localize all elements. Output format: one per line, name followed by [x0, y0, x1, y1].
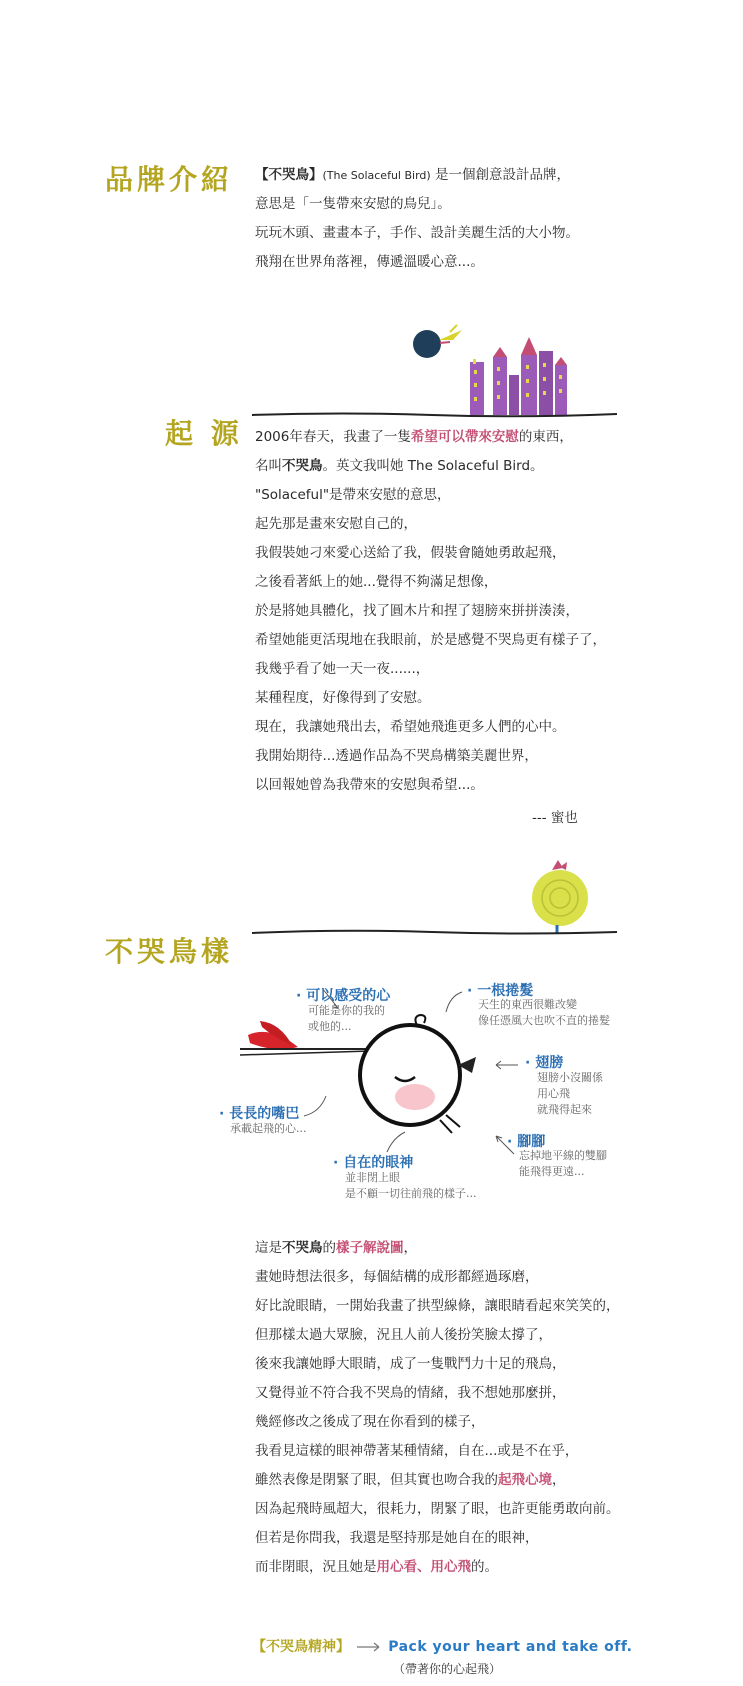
origin-signature: --- 蜜也 — [532, 810, 578, 826]
origin-line-2b: 。英文我叫她 The Solaceful Bird。 — [322, 458, 544, 474]
origin-line-6: 之後看著紙上的她...覺得不夠滿足想像， — [255, 574, 498, 590]
app-line-9a: 雖然表像是閉緊了眼，但其實也吻合我的 — [255, 1472, 498, 1488]
feet-label-title: · 腳腳 — [507, 1134, 546, 1150]
origin-line-13: 以回報她曾為我帶來的安慰與希望...。 — [255, 777, 484, 793]
origin-line-9: 我幾乎看了她一天一夜......， — [255, 661, 430, 677]
app-line-8: 我看見這樣的眼神帶著某種情緒，自在...或是不在乎， — [255, 1443, 579, 1459]
brand-name: 【不哭鳥】 — [255, 167, 323, 183]
origin-bird-name: 不哭鳥 — [282, 458, 323, 474]
spirit-english: Pack your heart and take off. — [388, 1639, 633, 1655]
app-line-3: 好比說眼睛，一開始我畫了拱型線條，讓眼睛看起來笑笑的， — [255, 1298, 620, 1314]
app-highlight-takeoff: 起飛心境 — [498, 1472, 552, 1488]
origin-line-11: 現在，我讓她飛出去，希望她飛進更多人們的心中。 — [255, 719, 566, 735]
app-line-7: 幾經修改之後成了現在你看到的樣子， — [255, 1414, 485, 1430]
app-line-1b: 的 — [322, 1240, 336, 1256]
app-line-1c: ， — [403, 1240, 417, 1256]
wings-label-desc — [537, 1070, 603, 1118]
origin-highlight: 希望可以帶來安慰 — [410, 429, 519, 445]
beak-label-title: · 長長的嘴巴 — [219, 1106, 300, 1122]
curl-arrow-icon — [440, 990, 470, 1020]
origin-line-1b: 的東西， — [518, 429, 573, 445]
app-line-4: 但那樣太過大眾臉，況且人前人後扮笑臉太撐了， — [255, 1327, 552, 1343]
beak-arrow-icon — [302, 1092, 332, 1122]
origin-heading: 起 源 — [165, 417, 243, 450]
origin-line-8: 希望她能更活現地在我眼前，於是感覺不哭鳥更有樣子了， — [255, 632, 606, 648]
heart-label-desc — [308, 1003, 385, 1035]
app-line-11: 但若是你問我，我還是堅持那是她自在的眼神， — [255, 1530, 539, 1546]
feet-label-desc — [519, 1148, 607, 1180]
app-bird-name: 不哭鳥 — [282, 1240, 323, 1256]
origin-line-2a: 名叫 — [255, 458, 282, 474]
appearance-heading: 不哭鳥樣 — [105, 935, 234, 968]
origin-line-7: 於是將她具體化，找了圓木片和捏了翅膀來拼拼湊湊， — [255, 603, 579, 619]
spirit-chinese: （帶著你的心起飛） — [393, 1662, 502, 1676]
eyes-label-desc — [345, 1170, 477, 1202]
heart-label-title: · 可以感受的心 — [296, 988, 391, 1004]
eyes-label-title: · 自在的眼神 — [333, 1155, 414, 1171]
origin-line-1a: 2006年春天，我畫了一隻 — [255, 429, 411, 445]
feet-desc-line-1: 忘掉地平線的雙腳 — [519, 1149, 607, 1162]
app-line-1a: 這是 — [255, 1240, 282, 1256]
wings-desc-line-1: 翅膀小沒關係 — [537, 1071, 603, 1084]
wings-desc-line-3: 就飛得起來 — [537, 1103, 592, 1116]
app-line-6: 又覺得並不符合我不哭鳥的情緒，我不想她那麼拼， — [255, 1385, 566, 1401]
app-line-10: 因為起飛時風超大，很耗力，閉緊了眼，也許更能勇敢向前。 — [255, 1501, 620, 1517]
app-line-12c: 的。 — [471, 1559, 498, 1575]
curl-desc-line-1: 天生的東西很難改變 — [478, 998, 577, 1011]
app-line-5: 後來我讓她睜大眼睛，成了一隻戰鬥力十足的飛鳥， — [255, 1356, 566, 1372]
arrow-icon — [355, 1641, 383, 1653]
origin-line-10: 某種程度，好像得到了安慰。 — [255, 690, 431, 706]
bird-on-line-icon — [530, 858, 600, 938]
feet-desc-line-2: 能飛得更遠... — [519, 1165, 585, 1178]
brand-intro-heading: 品牌介紹 — [105, 163, 234, 196]
brand-intro-line-3: 玩玩木頭、畫畫本子，手作、設計美麗生活的大小物。 — [255, 225, 579, 241]
brand-intro-line-4: 飛翔在世界角落裡，傳遞溫暖心意...。 — [255, 254, 484, 270]
origin-line-5: 我假裝她刁來愛心送給了我，假裝會隨她勇敢起飛， — [255, 545, 566, 561]
curl-label-desc — [478, 997, 610, 1029]
origin-line-3: "Solaceful"是帶來安慰的意思， — [255, 487, 451, 503]
curl-desc-line-2: 像任憑風大也吹不直的捲髮 — [478, 1014, 610, 1027]
heart-desc-line-2: 或他的... — [308, 1020, 352, 1033]
app-line-12a: 而非閉眼，況且她是 — [255, 1559, 377, 1575]
curl-label-title: · 一根捲髮 — [467, 983, 534, 999]
appearance-divider-line — [252, 928, 622, 938]
eyes-desc-line-1: 並非閉上眼 — [345, 1171, 400, 1184]
city-buildings-illustration — [465, 335, 595, 415]
spirit-tagline — [252, 1636, 632, 1656]
wing-arrow-icon — [492, 1059, 522, 1071]
wings-label-title: · 翅膀 — [525, 1055, 564, 1071]
origin-divider-line — [252, 410, 622, 420]
app-line-9c: ， — [552, 1472, 566, 1488]
heart-desc-line-1: 可能是你的我的 — [308, 1004, 385, 1017]
brand-english-name: (The Solaceful Bird) — [322, 169, 431, 182]
beak-desc-line-1: 承載起飛的心... — [230, 1122, 307, 1135]
brand-intro-line-1-rest: 是一個創意設計品牌， — [430, 167, 570, 183]
origin-line-12: 我開始期待...透過作品為不哭鳥構築美麗世界， — [255, 748, 538, 764]
origin-line-4: 起先那是畫來安慰自己的， — [255, 516, 417, 532]
app-line-2: 畫她時想法很多，每個結構的成形都經過琢磨， — [255, 1269, 539, 1285]
app-highlight-diagram: 樣子解說圖 — [336, 1240, 404, 1256]
spirit-label: 【不哭鳥精神】 — [252, 1639, 350, 1655]
wings-desc-line-2: 用心飛 — [537, 1087, 570, 1100]
eyes-desc-line-2: 是不顧一切往前飛的樣子... — [345, 1187, 477, 1200]
beak-label-desc — [230, 1121, 307, 1137]
brand-intro-line-2: 意思是「一隻帶來安慰的鳥兒」。 — [255, 196, 451, 212]
app-highlight-heart: 用心看、用心飛 — [376, 1559, 471, 1575]
